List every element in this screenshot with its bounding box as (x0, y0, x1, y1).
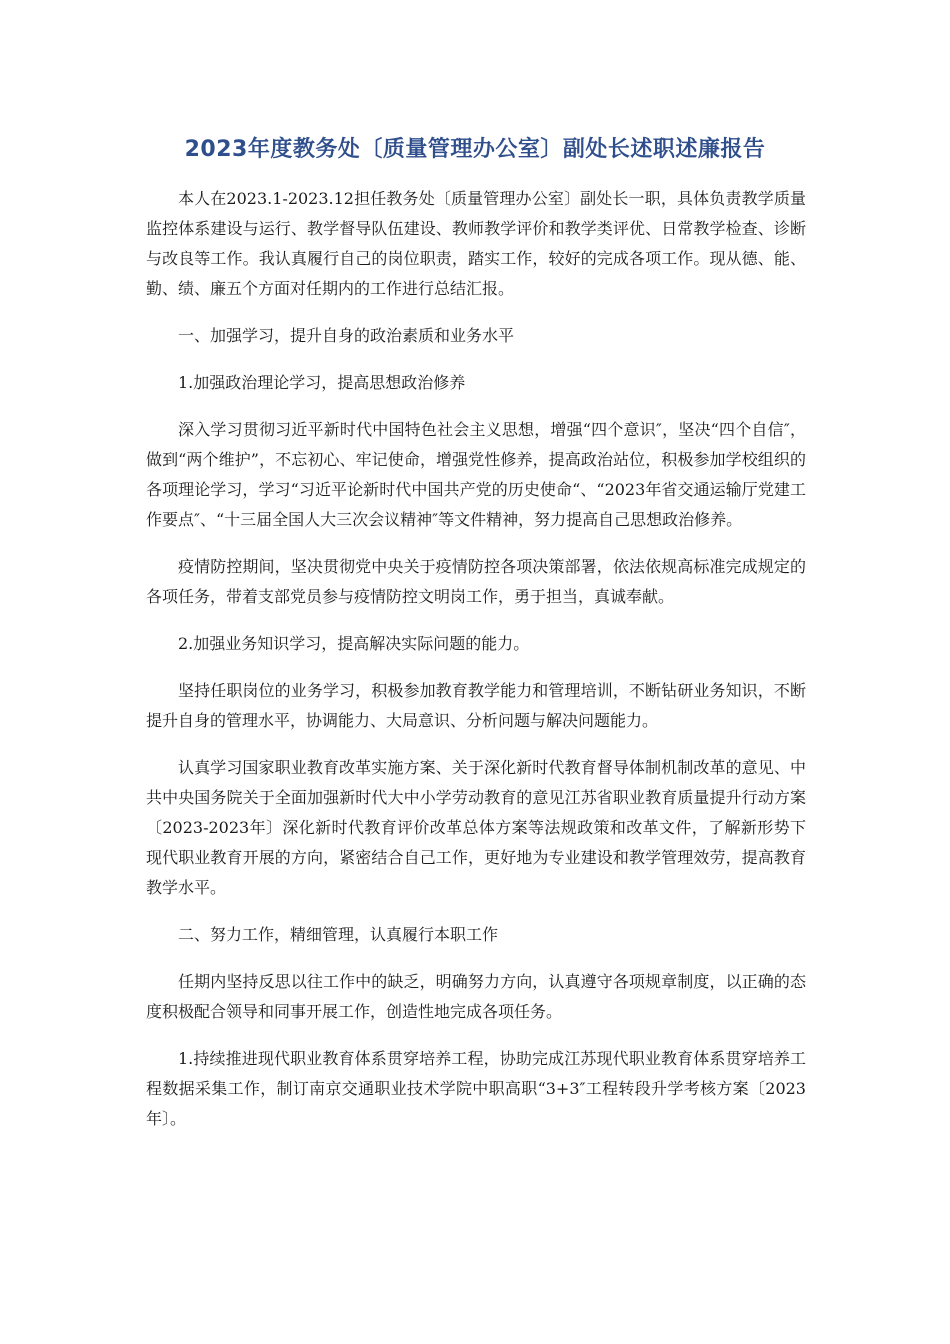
paragraph: 认真学习国家职业教育改革实施方案、关于深化新时代教育督导体制机制改革的意见、中共中央国务院关于全面加强新时代大中小学劳动教育的意见江苏省职业教育质量提升行动方案〔2023-2023年〕深化新时代教育评价改革总体方案等法规政策和改革文件，了解新形势下现代职业教育开展的方向，紧密结合自己工作，更好地为专业建设和教学管理效劳，提高教育教学水平。 (146, 758, 806, 897)
paragraph-intro: 本人在2023.1-2023.12担任教务处〔质量管理办公室〕副处长一职，具体负责教学质量监控体系建设与运行、教学督导队伍建设、教师教学评价和教学类评优、日常教学检查、诊断与改良等工作。我认真履行自己的岗位职责，踏实工作，较好的完成各项工作。现从德、能、勤、绩、廉五个方面对任期内的工作进行总结汇报。 (146, 189, 806, 298)
subsection-heading-1-2: 2.加强业务知识学习，提高解决实际问题的能力。 (178, 634, 530, 653)
section-heading-2: 二、努力工作，精细管理，认真履行本职工作 (178, 925, 499, 944)
paragraph: 任期内坚持反思以往工作中的缺乏，明确努力方向，认真遵守各项规章制度，以正确的态度积极配合领导和同事开展工作，创造性地完成各项任务。 (146, 972, 806, 1021)
paragraph: 疫情防控期间，坚决贯彻党中央关于疫情防控各项决策部署，依法依规高标准完成规定的各项任务，带着支部党员参与疫情防控文明岗工作，勇于担当，真诚奉献。 (146, 557, 806, 606)
subsection-heading-1-1: 1.加强政治理论学习，提高思想政治修养 (178, 373, 466, 392)
subsection-heading-2-1: 1.持续推进现代职业教育体系贯穿培养工程，协助完成江苏现代职业教育体系贯穿培养工程数据采集工作，制订南京交通职业技术学院中职高职“3+3″工程转段升学考核方案〔2023年〕。 (146, 1049, 806, 1128)
paragraph: 深入学习贯彻习近平新时代中国特色社会主义思想，增强“四个意识″，坚决“四个自信″，做到“两个维护”，不忘初心、牢记使命，增强党性修养，提高政治站位，积极参加学校组织的各项理论学习，学习“习近平论新时代中国共产党的历史使命“、“2023年省交通运输厅党建工作要点″、“十三届全国人大三次会议精神″等文件精神，努力提高自己思想政治修养。 (146, 420, 806, 529)
document-title: 2023年度教务处〔质量管理办公室〕副处长述职述廉报告 (184, 137, 766, 162)
paragraph: 坚持任职岗位的业务学习，积极参加教育教学能力和管理培训，不断钻研业务知识，不断提升自身的管理水平，协调能力、大局意识、分析问题与解决问题能力。 (146, 681, 806, 730)
section-heading-1: 一、加强学习，提升自身的政治素质和业务水平 (178, 326, 515, 345)
document-body (146, 184, 806, 1151)
